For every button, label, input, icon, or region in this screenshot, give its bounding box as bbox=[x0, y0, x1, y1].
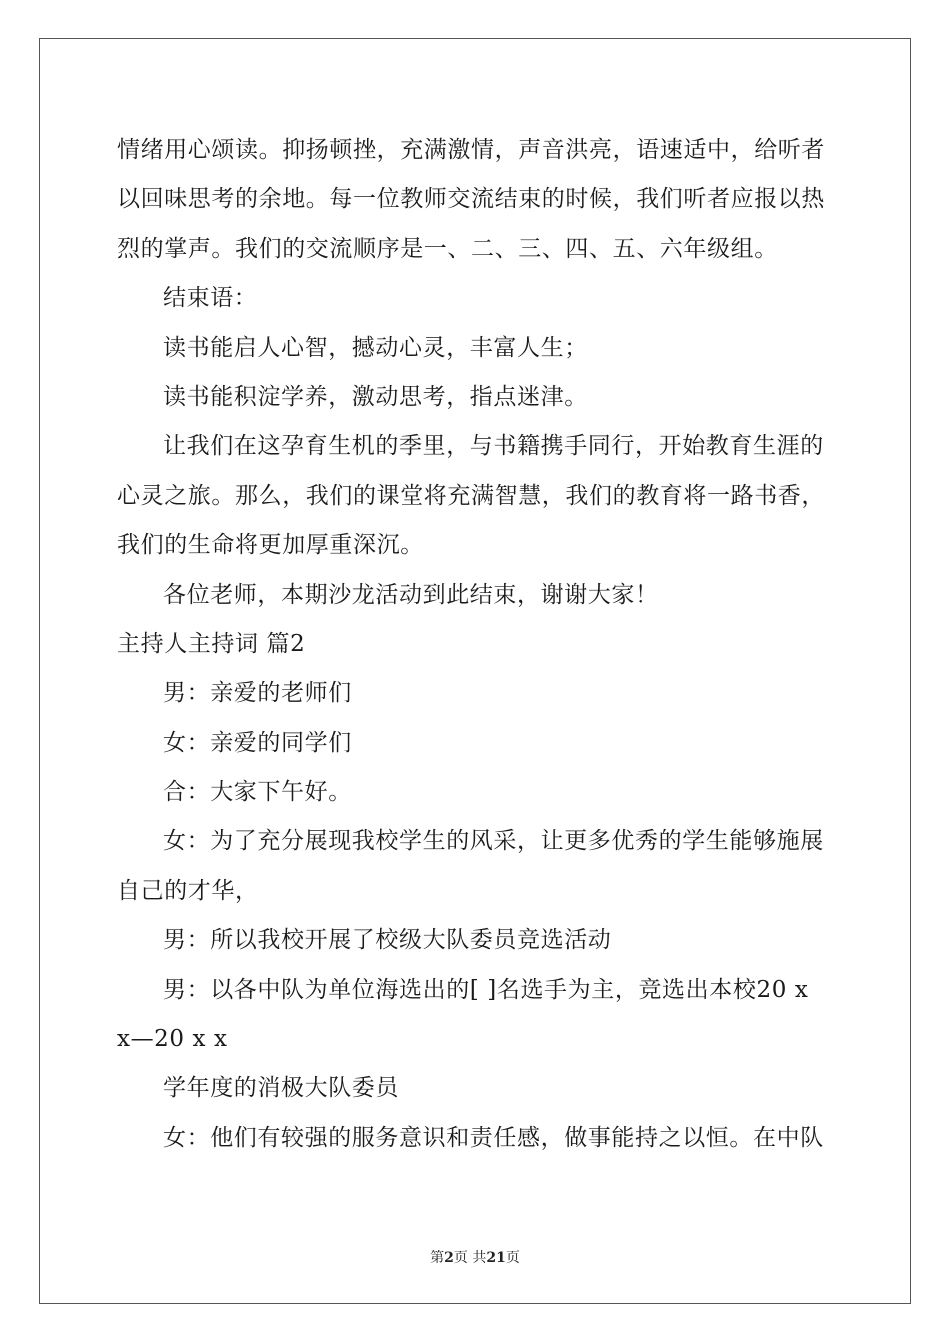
text-line: 各位老师，本期沙龙活动到此结束，谢谢大家！ bbox=[163, 581, 659, 608]
document-body bbox=[117, 126, 837, 1163]
text-line: 女：亲爱的同学们 bbox=[163, 729, 352, 756]
text-line: 读书能启人心智，撼动心灵，丰富人生； bbox=[163, 334, 588, 361]
text-line: 学年度的消极大队委员 bbox=[163, 1075, 399, 1102]
text-line: 烈的掌声。我们的交流顺序是一、二、三、四、五、六年级组。 bbox=[117, 235, 778, 262]
footer-suffix: 页 bbox=[505, 1250, 520, 1266]
text-line: 我们的生命将更加厚重深沉。 bbox=[117, 532, 424, 559]
footer-current-page: 2 bbox=[444, 1250, 454, 1266]
footer-prefix: 第 bbox=[430, 1250, 445, 1266]
text-line: 男：所以我校开展了校级大队委员竞选活动 bbox=[163, 927, 612, 954]
text-line: 结束语： bbox=[163, 285, 258, 312]
text-line: 男：亲爱的老师们 bbox=[163, 680, 352, 707]
text-line: 情绪用心颂读。抑扬顿挫，充满激情，声音洪亮，语速适中，给听者 bbox=[117, 137, 825, 163]
text-line: 心灵之旅。那么，我们的课堂将充满智慧，我们的教育将一路书香， bbox=[117, 482, 825, 509]
footer-total-pages: 21 bbox=[486, 1250, 506, 1266]
text-line: 男：以各中队为单位海选出的[ ]名选手为主，竞选出本校20 x bbox=[163, 976, 809, 1003]
text-line: 主持人主持词 篇2 bbox=[117, 630, 306, 657]
text-line: 自己的才华， bbox=[117, 877, 259, 904]
text-line: 女：为了充分展现我校学生的风采，让更多优秀的学生能够施展 bbox=[163, 828, 824, 855]
text-line: 读书能积淀学养，激动思考，指点迷津。 bbox=[163, 383, 588, 410]
text-line: x—20 x x bbox=[117, 1026, 228, 1053]
text-line: 合：大家下午好。 bbox=[163, 779, 352, 806]
text-line: 以回味思考的余地。每一位教师交流结束的时候，我们听者应报以热 bbox=[117, 186, 825, 213]
page-footer bbox=[0, 1247, 950, 1267]
footer-mid: 页 共 bbox=[453, 1250, 487, 1266]
text-line: 让我们在这孕育生机的季里，与书籍携手同行，开始教育生涯的 bbox=[163, 433, 824, 460]
text-line: 女：他们有较强的服务意识和责任感，做事能持之以恒。在中队 bbox=[163, 1124, 824, 1151]
